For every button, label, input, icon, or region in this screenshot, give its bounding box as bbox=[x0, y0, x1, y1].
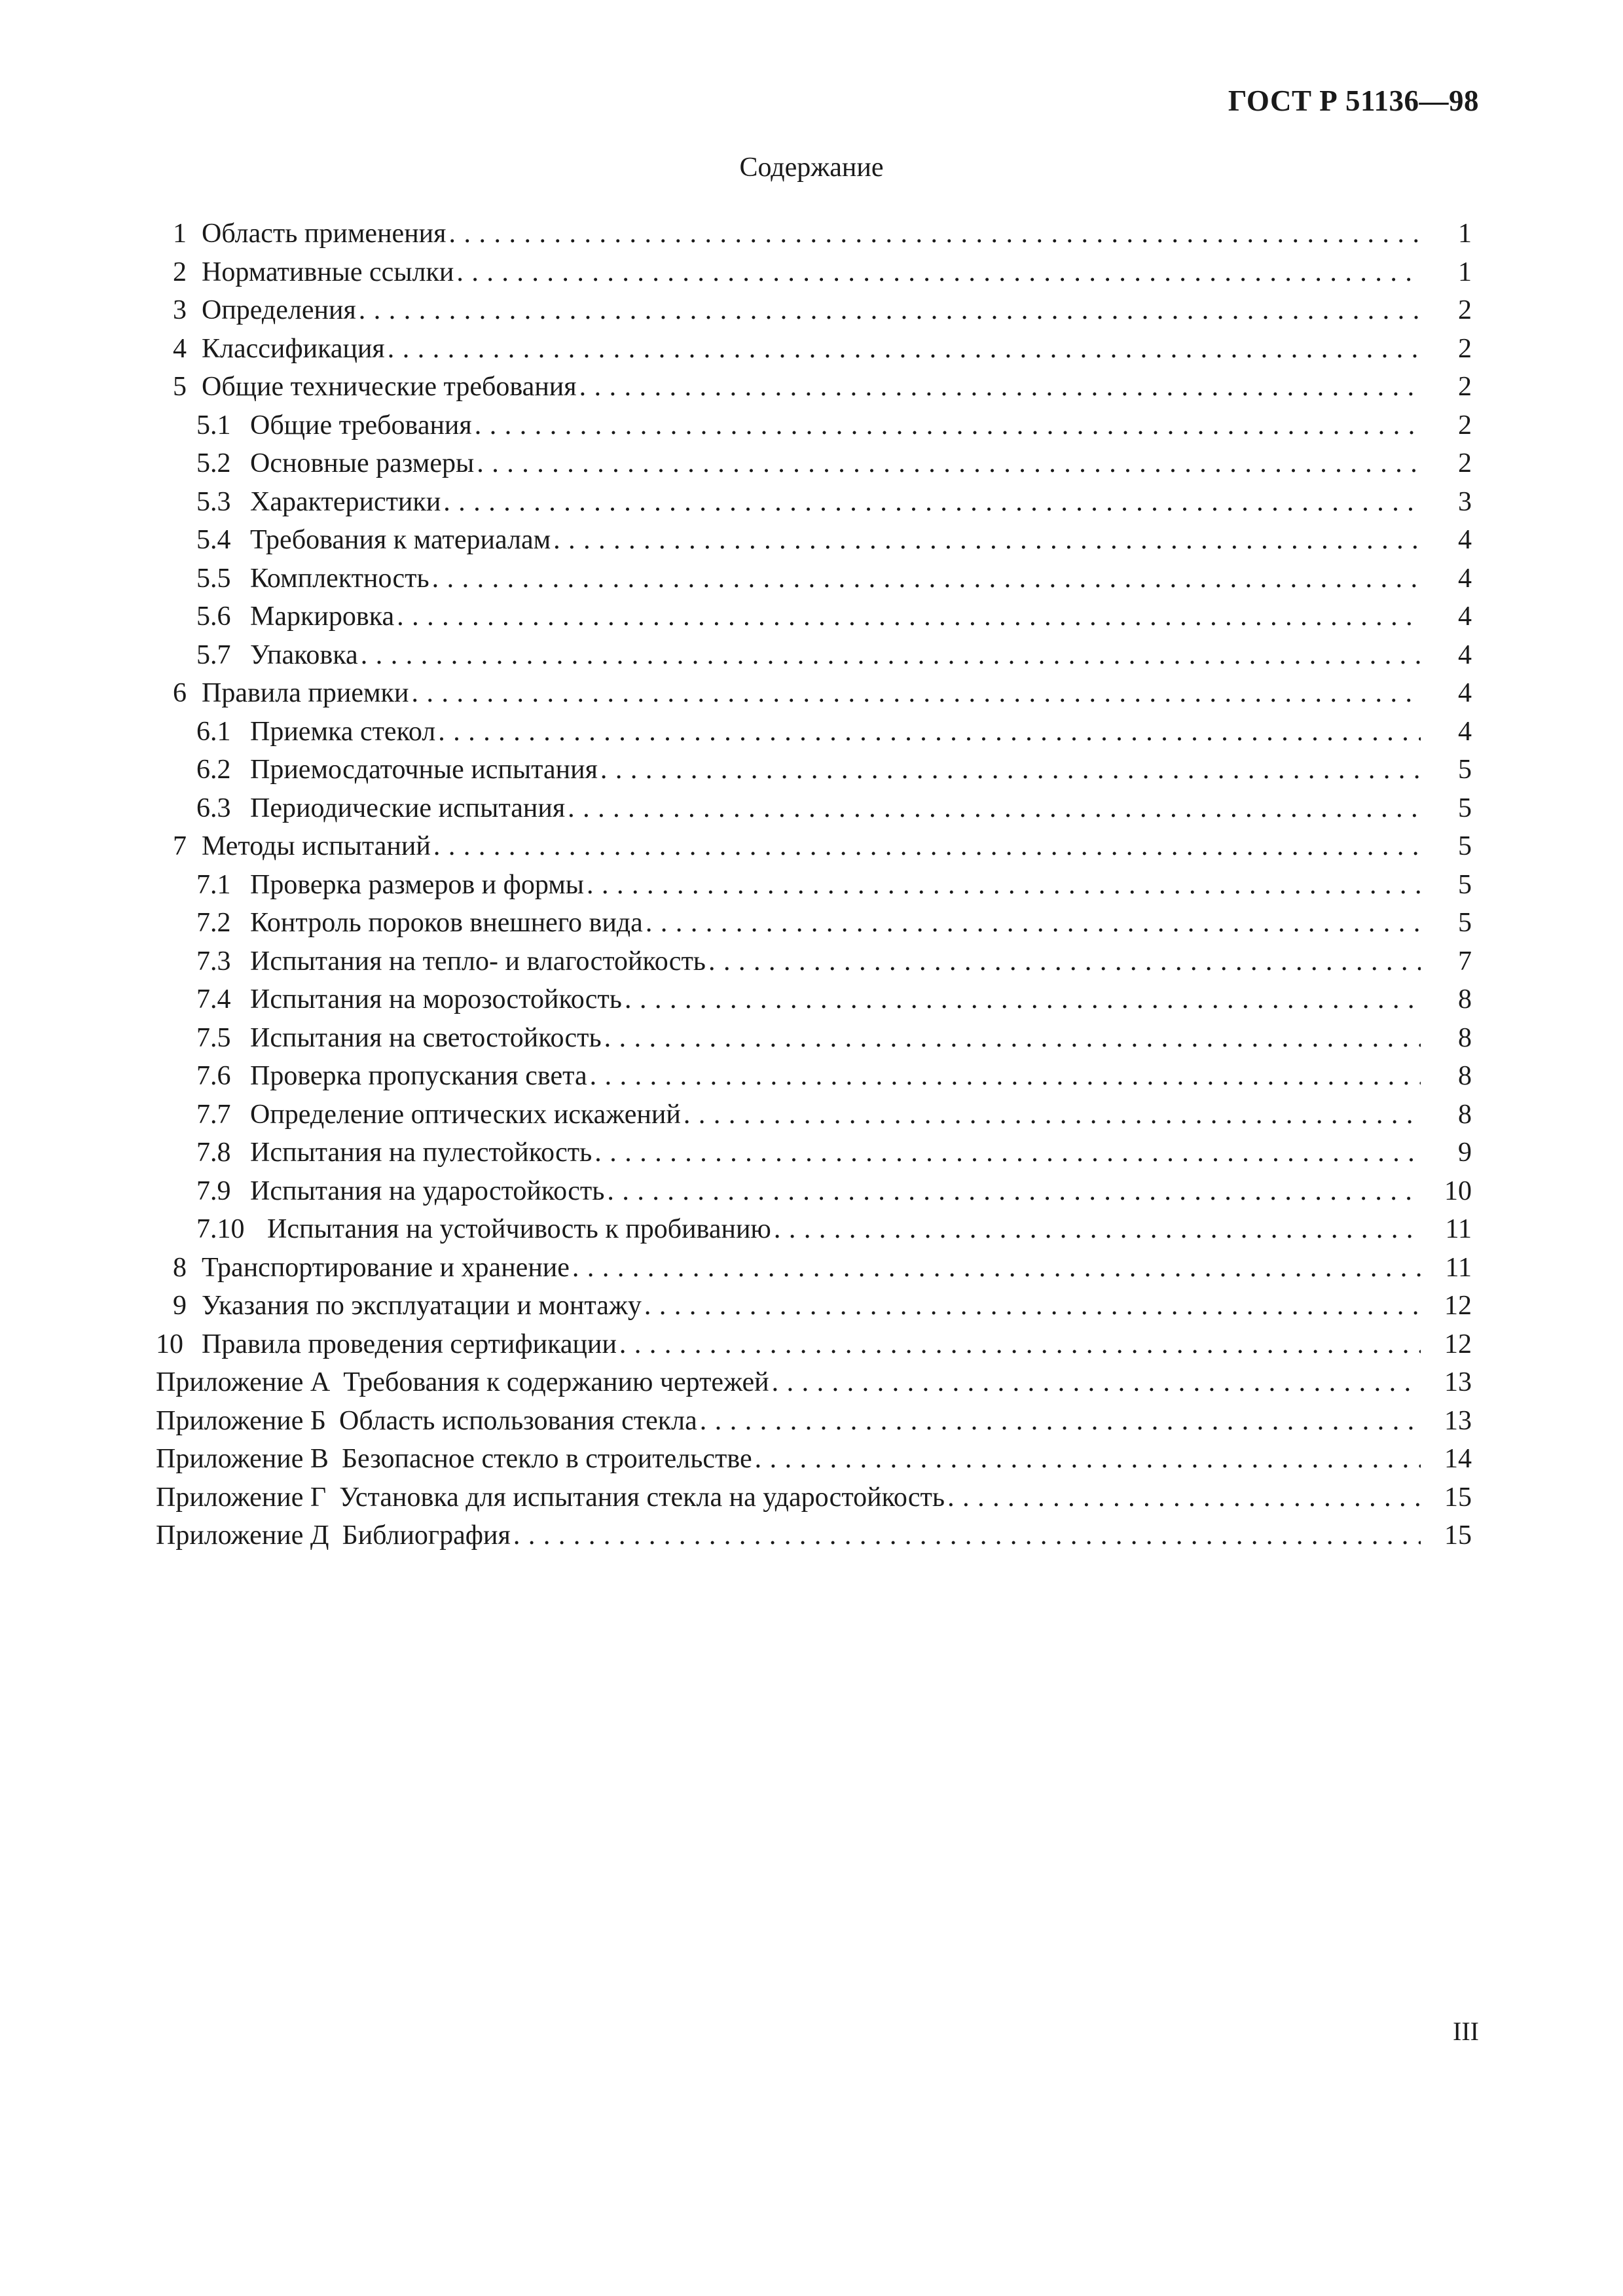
toc-entry-number: Приложение Г bbox=[156, 1482, 327, 1513]
toc-entry-number: 8 bbox=[173, 1252, 187, 1283]
toc-entry[interactable] bbox=[156, 560, 1472, 598]
toc-entry-page: 4 bbox=[1458, 678, 1472, 708]
toc-entry-number: 5.3 bbox=[196, 486, 231, 517]
toc-entry[interactable] bbox=[156, 1287, 1472, 1325]
toc-entry-number: 9 bbox=[173, 1291, 187, 1321]
toc-entry-number: Приложение Д bbox=[156, 1520, 329, 1551]
toc-entry[interactable] bbox=[156, 1325, 1472, 1364]
toc-entry-number: 7.8 bbox=[196, 1138, 231, 1168]
toc-entry-label: Нормативные ссылки bbox=[202, 253, 454, 292]
toc-entry-number: 7.9 bbox=[196, 1175, 231, 1206]
toc-entry-page: 5 bbox=[1458, 908, 1472, 938]
toc-entry-number: 6.2 bbox=[196, 755, 231, 785]
toc-entry-number: 6 bbox=[173, 678, 187, 708]
toc-entry-label: Испытания на ударостойкость bbox=[250, 1172, 604, 1211]
toc-entry-page: 5 bbox=[1458, 869, 1472, 900]
toc-entry-number: 7.7 bbox=[196, 1099, 231, 1130]
toc-entry[interactable] bbox=[156, 827, 1472, 866]
toc-entry[interactable] bbox=[156, 291, 1472, 330]
toc-entry-page: 8 bbox=[1458, 984, 1472, 1014]
toc-entry-number: 7.5 bbox=[196, 1022, 231, 1053]
toc-leader-dots bbox=[590, 1057, 1421, 1096]
toc-entry-label: Периодические испытания bbox=[250, 789, 565, 828]
toc-entry-label: Библиография bbox=[342, 1516, 511, 1555]
toc-entry[interactable] bbox=[156, 942, 1472, 981]
toc-leader-dots bbox=[572, 1249, 1421, 1287]
toc-entry[interactable] bbox=[156, 1249, 1472, 1287]
toc-entry[interactable] bbox=[156, 1172, 1472, 1211]
toc-entry-number: 6.3 bbox=[196, 793, 231, 823]
toc-entry-number: 6.1 bbox=[196, 716, 231, 747]
toc-entry-number: 7.4 bbox=[196, 984, 231, 1014]
toc-entry-label: Указания по эксплуатации и монтажу bbox=[202, 1287, 642, 1325]
toc-entry[interactable] bbox=[156, 1479, 1472, 1517]
toc-leader-dots bbox=[607, 1172, 1421, 1211]
toc-entry-label: Требования к содержанию чертежей bbox=[343, 1363, 769, 1402]
toc-entry-page: 8 bbox=[1458, 1061, 1472, 1091]
toc-entry-number: 5.6 bbox=[196, 601, 231, 632]
toc-leader-dots bbox=[579, 368, 1421, 406]
toc-leader-dots bbox=[594, 1134, 1421, 1172]
toc-entry[interactable] bbox=[156, 368, 1472, 406]
toc-entry-label: Проверка размеров и формы bbox=[250, 866, 584, 905]
toc-entry-label: Определения bbox=[202, 291, 356, 330]
toc-entry-number: 7.6 bbox=[196, 1061, 231, 1091]
toc-entry[interactable] bbox=[156, 406, 1472, 445]
toc-entry-page: 3 bbox=[1458, 486, 1472, 517]
toc-entry-number: 4 bbox=[173, 333, 187, 364]
toc-entry-number: Приложение А bbox=[156, 1367, 331, 1397]
toc-entry-number: 5.5 bbox=[196, 563, 231, 594]
toc-entry-number: 2 bbox=[173, 257, 187, 287]
toc-leader-dots bbox=[388, 330, 1421, 368]
toc-entry-label: Приемосдаточные испытания bbox=[250, 751, 598, 789]
toc-entry[interactable] bbox=[156, 483, 1472, 522]
toc-entry-page: 2 bbox=[1458, 333, 1472, 364]
toc-leader-dots bbox=[700, 1402, 1421, 1441]
toc-entry[interactable] bbox=[156, 904, 1472, 942]
toc-entry[interactable] bbox=[156, 253, 1472, 292]
toc-leader-dots bbox=[774, 1210, 1421, 1249]
toc-entry-label: Общие технические требования bbox=[202, 368, 577, 406]
toc-entry-number: 10 bbox=[156, 1329, 183, 1359]
toc-entry-page: 4 bbox=[1458, 525, 1472, 555]
toc-entry-label: Проверка пропускания света bbox=[250, 1057, 587, 1096]
toc-entry-label: Испытания на морозостойкость bbox=[250, 980, 622, 1019]
toc-entry-page: 14 bbox=[1444, 1444, 1472, 1474]
toc-entry[interactable] bbox=[156, 636, 1472, 675]
toc-entry[interactable] bbox=[156, 1440, 1472, 1479]
document-code: ГОСТ Р 51136—98 bbox=[1228, 84, 1479, 117]
toc-entry-page: 11 bbox=[1445, 1252, 1472, 1283]
toc-leader-dots bbox=[600, 751, 1421, 789]
toc-entry-label: Контроль пороков внешнего вида bbox=[250, 904, 643, 942]
toc-entry-page: 4 bbox=[1458, 716, 1472, 747]
page-number: III bbox=[1453, 2017, 1479, 2046]
toc-leader-dots bbox=[456, 253, 1421, 292]
toc-leader-dots bbox=[625, 980, 1421, 1019]
toc-entry-page: 15 bbox=[1444, 1520, 1472, 1551]
toc-entry[interactable] bbox=[156, 598, 1472, 636]
toc-leader-dots bbox=[708, 942, 1421, 981]
toc-entry-number: 3 bbox=[173, 295, 187, 325]
toc-leader-dots bbox=[411, 674, 1421, 713]
toc-entry-number: Приложение В bbox=[156, 1444, 329, 1474]
toc-entry-label: Испытания на устойчивость к пробиванию bbox=[267, 1210, 771, 1249]
toc-entry-number: 7 bbox=[173, 831, 187, 861]
toc-leader-dots bbox=[443, 483, 1421, 522]
toc-entry-page: 4 bbox=[1458, 563, 1472, 594]
toc-entry-label: Установка для испытания стекла на ударостойкость bbox=[339, 1479, 945, 1517]
toc-entry[interactable] bbox=[156, 215, 1472, 253]
toc-entry-page: 12 bbox=[1444, 1291, 1472, 1321]
toc-entry-page: 13 bbox=[1444, 1367, 1472, 1397]
toc-entry[interactable] bbox=[156, 444, 1472, 483]
toc-entry[interactable] bbox=[156, 674, 1472, 713]
toc-entry[interactable] bbox=[156, 1057, 1472, 1096]
toc-entry-label: Испытания на пулестойкость bbox=[250, 1134, 592, 1172]
toc-entry-number: 5.1 bbox=[196, 410, 231, 440]
toc-entry-page: 5 bbox=[1458, 793, 1472, 823]
toc-entry-page: 8 bbox=[1458, 1022, 1472, 1053]
toc-entry-page: 2 bbox=[1458, 295, 1472, 325]
toc-entry-label: Характеристики bbox=[250, 483, 441, 522]
toc-entry-number: 7.10 bbox=[196, 1214, 245, 1244]
toc-entry[interactable] bbox=[156, 1210, 1472, 1249]
toc-entry-label: Комплектность bbox=[250, 560, 429, 598]
toc-leader-dots bbox=[772, 1363, 1421, 1402]
toc-leader-dots bbox=[433, 827, 1421, 866]
toc-entry[interactable] bbox=[156, 330, 1472, 368]
toc-leader-dots bbox=[477, 444, 1421, 483]
toc-entry-page: 8 bbox=[1458, 1099, 1472, 1130]
toc-leader-dots bbox=[646, 904, 1421, 942]
toc-entry[interactable] bbox=[156, 713, 1472, 751]
toc-leader-dots bbox=[568, 789, 1421, 828]
toc-entry-number: 5.4 bbox=[196, 525, 231, 555]
toc-entry-number: 5 bbox=[173, 372, 187, 402]
toc-entry-number: 7.2 bbox=[196, 908, 231, 938]
toc-entry[interactable] bbox=[156, 751, 1472, 789]
toc-entry[interactable] bbox=[156, 866, 1472, 905]
toc-entry-page: 12 bbox=[1444, 1329, 1472, 1359]
toc-leader-dots bbox=[361, 636, 1421, 675]
toc-leader-dots bbox=[684, 1096, 1421, 1134]
toc-entry-page: 10 bbox=[1444, 1175, 1472, 1206]
toc-entry-label: Маркировка bbox=[250, 598, 394, 636]
toc-entry-label: Приемка стекол bbox=[250, 713, 435, 751]
toc-entry-label: Испытания на тепло- и влагостойкость bbox=[250, 942, 706, 981]
toc-entry-label: Правила проведения сертификации bbox=[202, 1325, 617, 1364]
toc-leader-dots bbox=[448, 215, 1421, 253]
toc-entry-label: Упаковка bbox=[250, 636, 358, 675]
toc-entry-label: Определение оптических искажений bbox=[250, 1096, 681, 1134]
toc-title: Содержание bbox=[739, 152, 884, 183]
toc-entry-page: 2 bbox=[1458, 448, 1472, 478]
toc-entry[interactable] bbox=[156, 1096, 1472, 1134]
toc-entry-page: 1 bbox=[1458, 219, 1472, 249]
toc-entry-page: 2 bbox=[1458, 410, 1472, 440]
toc-entry-label: Классификация bbox=[202, 330, 385, 368]
toc-entry-page: 2 bbox=[1458, 372, 1472, 402]
toc-entry-label: Правила приемки bbox=[202, 674, 409, 713]
toc-entry[interactable] bbox=[156, 1402, 1472, 1441]
toc-entry-page: 1 bbox=[1458, 257, 1472, 287]
toc-entry[interactable] bbox=[156, 1019, 1472, 1058]
toc-leader-dots bbox=[644, 1287, 1421, 1325]
toc-entry-page: 15 bbox=[1444, 1482, 1472, 1513]
toc-entry-label: Область применения bbox=[202, 215, 446, 253]
toc-leader-dots bbox=[475, 406, 1421, 445]
toc-leader-dots bbox=[553, 521, 1421, 560]
toc-entry-number: 5.7 bbox=[196, 639, 231, 670]
toc-entry-label: Основные размеры bbox=[250, 444, 474, 483]
toc-entry-label: Испытания на светостойкость bbox=[250, 1019, 602, 1058]
toc-leader-dots bbox=[755, 1440, 1421, 1479]
toc-entry-number: 7.3 bbox=[196, 946, 231, 977]
toc-leader-dots bbox=[587, 866, 1421, 905]
toc-entry-number: 7.1 bbox=[196, 869, 231, 900]
toc-entry-page: 9 bbox=[1458, 1138, 1472, 1168]
toc-entry-label: Область использования стекла bbox=[339, 1402, 697, 1441]
toc-entry-label: Общие требования bbox=[250, 406, 472, 445]
toc-entry[interactable] bbox=[156, 1134, 1472, 1172]
toc-entry[interactable] bbox=[156, 521, 1472, 560]
toc-entry-page: 5 bbox=[1458, 755, 1472, 785]
toc-entry[interactable] bbox=[156, 789, 1472, 828]
toc-entry-page: 4 bbox=[1458, 601, 1472, 632]
toc-entry-page: 4 bbox=[1458, 639, 1472, 670]
toc-entry[interactable] bbox=[156, 980, 1472, 1019]
toc-entry-page: 11 bbox=[1445, 1214, 1472, 1244]
toc-leader-dots bbox=[359, 291, 1421, 330]
toc-entry-label: Требования к материалам bbox=[250, 521, 551, 560]
toc-entry[interactable] bbox=[156, 1516, 1472, 1555]
toc-leader-dots bbox=[397, 598, 1421, 636]
toc-entry-page: 5 bbox=[1458, 831, 1472, 861]
toc-entry[interactable] bbox=[156, 1363, 1472, 1402]
toc-entry-page: 13 bbox=[1444, 1405, 1472, 1436]
toc-leader-dots bbox=[619, 1325, 1421, 1364]
toc-entry-page: 7 bbox=[1458, 946, 1472, 977]
toc-entry-number: 5.2 bbox=[196, 448, 231, 478]
toc-leader-dots bbox=[432, 560, 1421, 598]
toc-entry-label: Методы испытаний bbox=[202, 827, 431, 866]
toc-entry-label: Безопасное стекло в строительстве bbox=[342, 1440, 752, 1479]
toc-entry-number: 1 bbox=[173, 219, 187, 249]
toc-entry-number: Приложение Б bbox=[156, 1405, 327, 1436]
toc-leader-dots bbox=[604, 1019, 1421, 1058]
toc-leader-dots bbox=[513, 1516, 1421, 1555]
toc-leader-dots bbox=[947, 1479, 1421, 1517]
toc-entry-label: Транспортирование и хранение bbox=[202, 1249, 570, 1287]
toc-leader-dots bbox=[438, 713, 1421, 751]
table-of-contents bbox=[156, 215, 1472, 1555]
